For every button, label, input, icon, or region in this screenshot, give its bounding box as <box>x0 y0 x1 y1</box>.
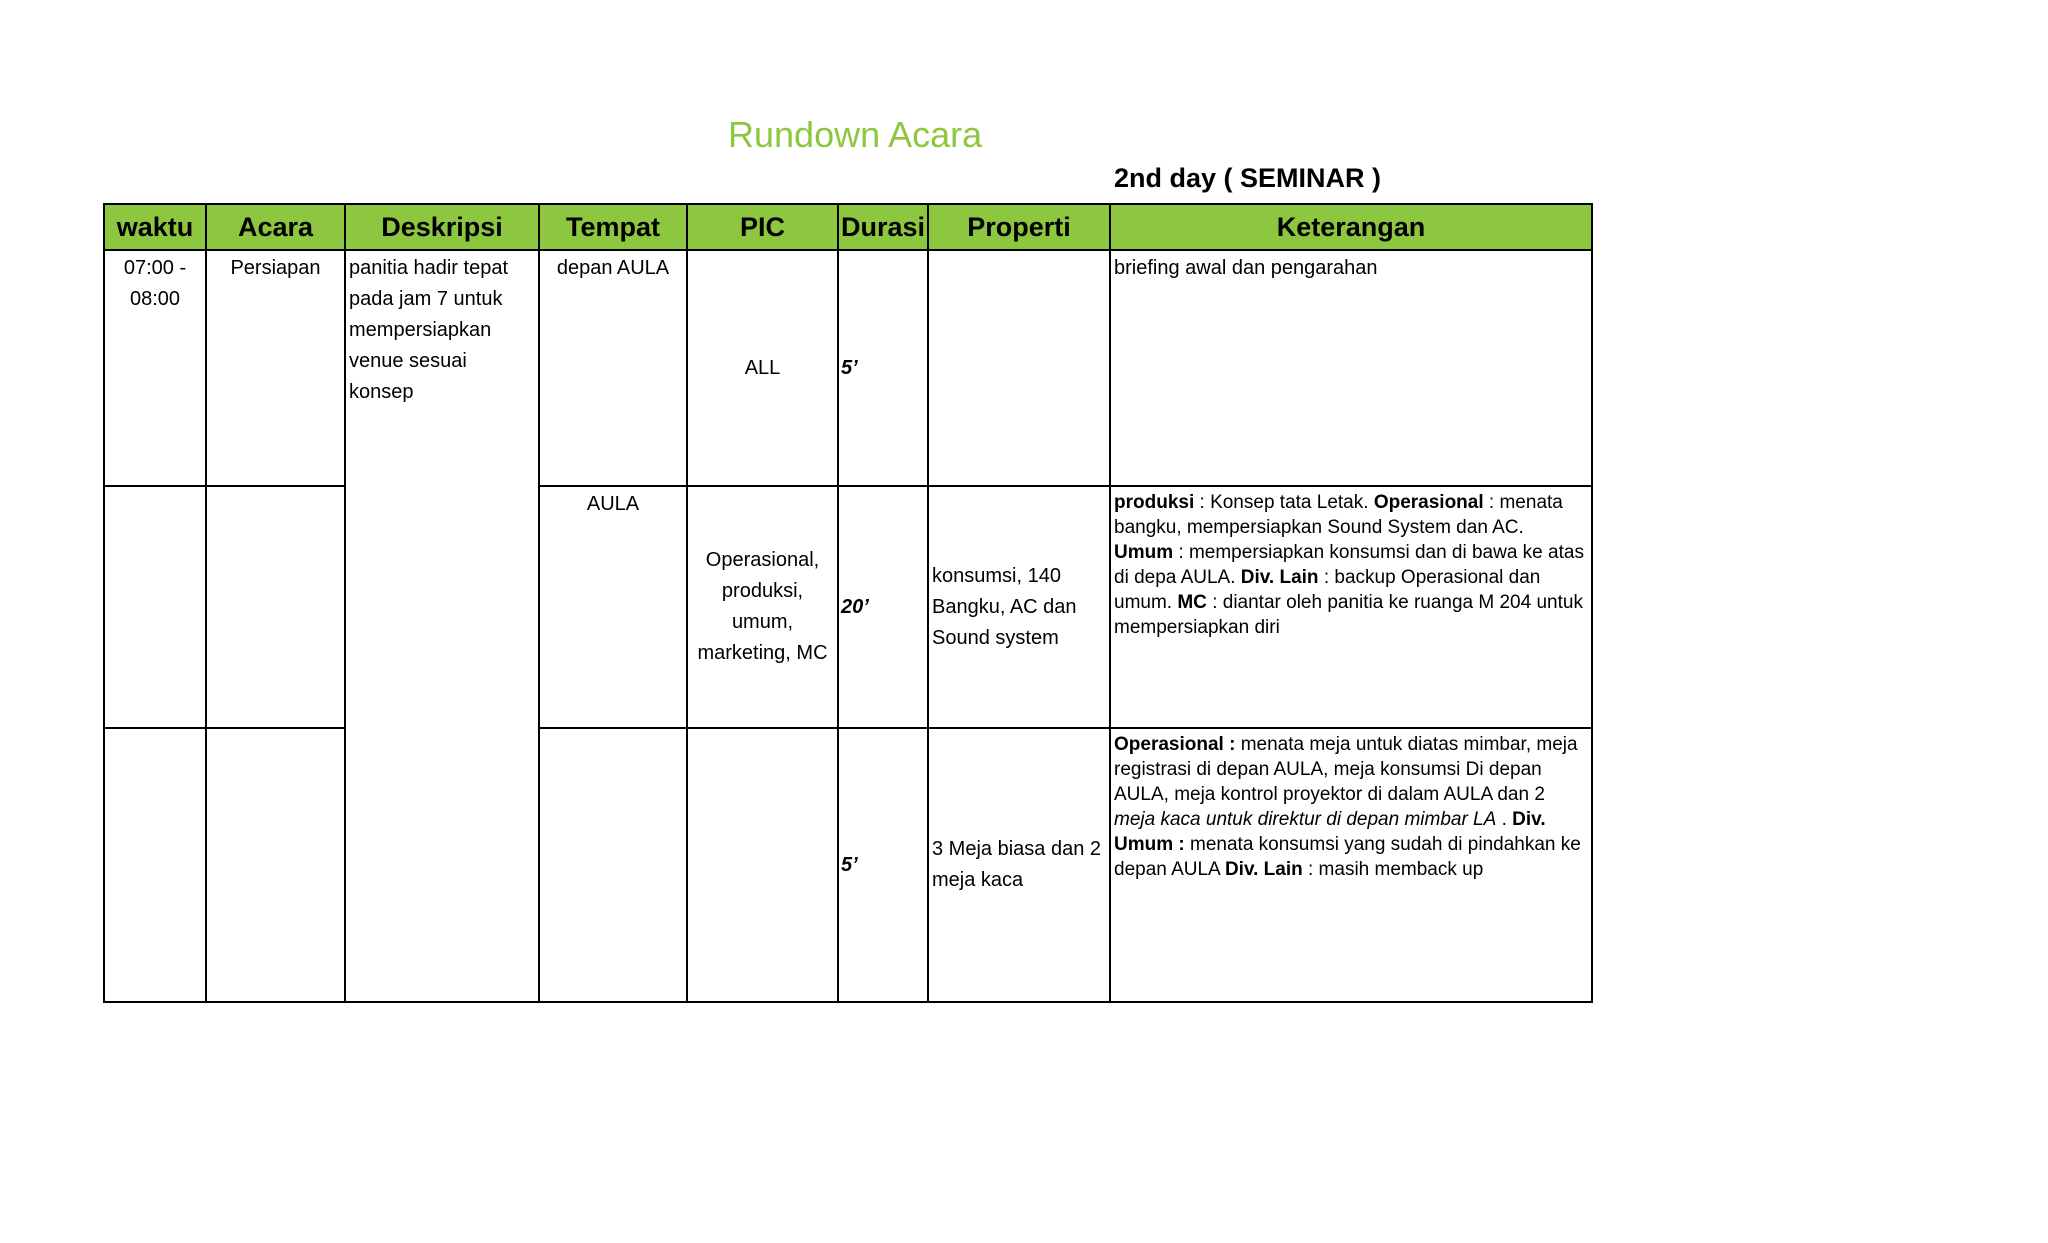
cell-pic: ALL <box>687 250 838 486</box>
keterangan-mid-text: . <box>1496 809 1513 830</box>
keterangan-mc-text: : diantar oleh panitia ke ruanga M 204 untuk mempersiapkan diri <box>1114 592 1583 638</box>
table-row <box>104 250 1592 486</box>
cell-tempat <box>539 728 687 1002</box>
keterangan-operasional-label: Operasional <box>1373 492 1484 513</box>
keterangan-divlain-label: Div. Lain <box>1240 567 1319 588</box>
keterangan-produksi-label: produksi <box>1114 492 1195 513</box>
cell-waktu <box>104 728 206 1002</box>
cell-pic: Operasional, produksi, umum, marketing, MC <box>687 486 838 728</box>
keterangan-produksi-text: : Konsep tata Letak. <box>1194 492 1374 513</box>
cell-durasi: 20’ <box>838 486 928 728</box>
page-title: Rundown Acara <box>728 114 983 155</box>
cell-acara <box>206 728 345 1002</box>
header-keterangan: Keterangan <box>1110 204 1592 250</box>
table-row <box>104 728 1592 1002</box>
keterangan-italic-text: meja kaca untuk direktur di depan mimbar LA <box>1114 809 1497 830</box>
cell-properti: konsumsi, 140 Bangku, AC dan Sound system <box>928 486 1110 728</box>
table-row <box>104 486 1592 728</box>
keterangan-umum-text: menata konsumsi yang sudah di pindahkan ke depan AULA <box>1114 834 1581 880</box>
cell-acara <box>206 486 345 728</box>
header-properti: Properti <box>928 204 1110 250</box>
cell-waktu: 07:00 - 08:00 <box>104 250 206 486</box>
cell-waktu <box>104 486 206 728</box>
cell-tempat: depan AULA <box>539 250 687 486</box>
keterangan-mc-label: MC <box>1177 592 1207 613</box>
cell-properti: 3 Meja biasa dan 2 meja kaca <box>928 728 1110 1002</box>
keterangan-operasional-text: menata meja untuk diatas mimbar, meja registrasi di depan AULA, meja konsumsi Di depan AULA, meja kontrol proyektor di dalam AULA dan 2 <box>1114 734 1578 805</box>
page-subtitle: 2nd day ( SEMINAR ) <box>1114 163 1382 193</box>
header-pic: PIC <box>687 204 838 250</box>
cell-acara: Persiapan <box>206 250 345 486</box>
keterangan-umum-text: : mempersiapkan konsumsi dan di bawa ke atas di depa AULA. <box>1114 542 1584 588</box>
cell-durasi: 5’ <box>838 728 928 1002</box>
keterangan-operasional-label: Operasional : <box>1114 734 1236 755</box>
keterangan-divlain-label: Div. Lain <box>1224 859 1303 880</box>
header-deskripsi: Deskripsi <box>345 204 539 250</box>
cell-keterangan <box>1110 486 1592 728</box>
cell-keterangan <box>1110 728 1592 1002</box>
cell-tempat: AULA <box>539 486 687 728</box>
cell-keterangan: briefing awal dan pengarahan <box>1110 250 1592 486</box>
keterangan-umum-label: Div. Umum : <box>1114 809 1546 855</box>
keterangan-umum-label: Umum <box>1114 542 1174 563</box>
cell-deskripsi: panitia hadir tepat pada jam 7 untuk mempersiapkan venue sesuai konsep <box>345 250 539 1002</box>
table-header-row <box>104 204 1592 250</box>
header-tempat: Tempat <box>539 204 687 250</box>
rundown-table <box>103 203 1593 1003</box>
header-durasi: Durasi <box>838 204 928 250</box>
keterangan-operasional-text: : menata bangku, mempersiapkan Sound System dan AC. <box>1114 492 1563 538</box>
cell-properti <box>928 250 1110 486</box>
cell-durasi: 5’ <box>838 250 928 486</box>
keterangan-divlain-text: : backup Operasional dan umum. <box>1114 567 1541 613</box>
cell-pic <box>687 728 838 1002</box>
header-waktu: waktu <box>104 204 206 250</box>
keterangan-divlain-text: : masih memback up <box>1302 859 1484 880</box>
header-acara: Acara <box>206 204 345 250</box>
